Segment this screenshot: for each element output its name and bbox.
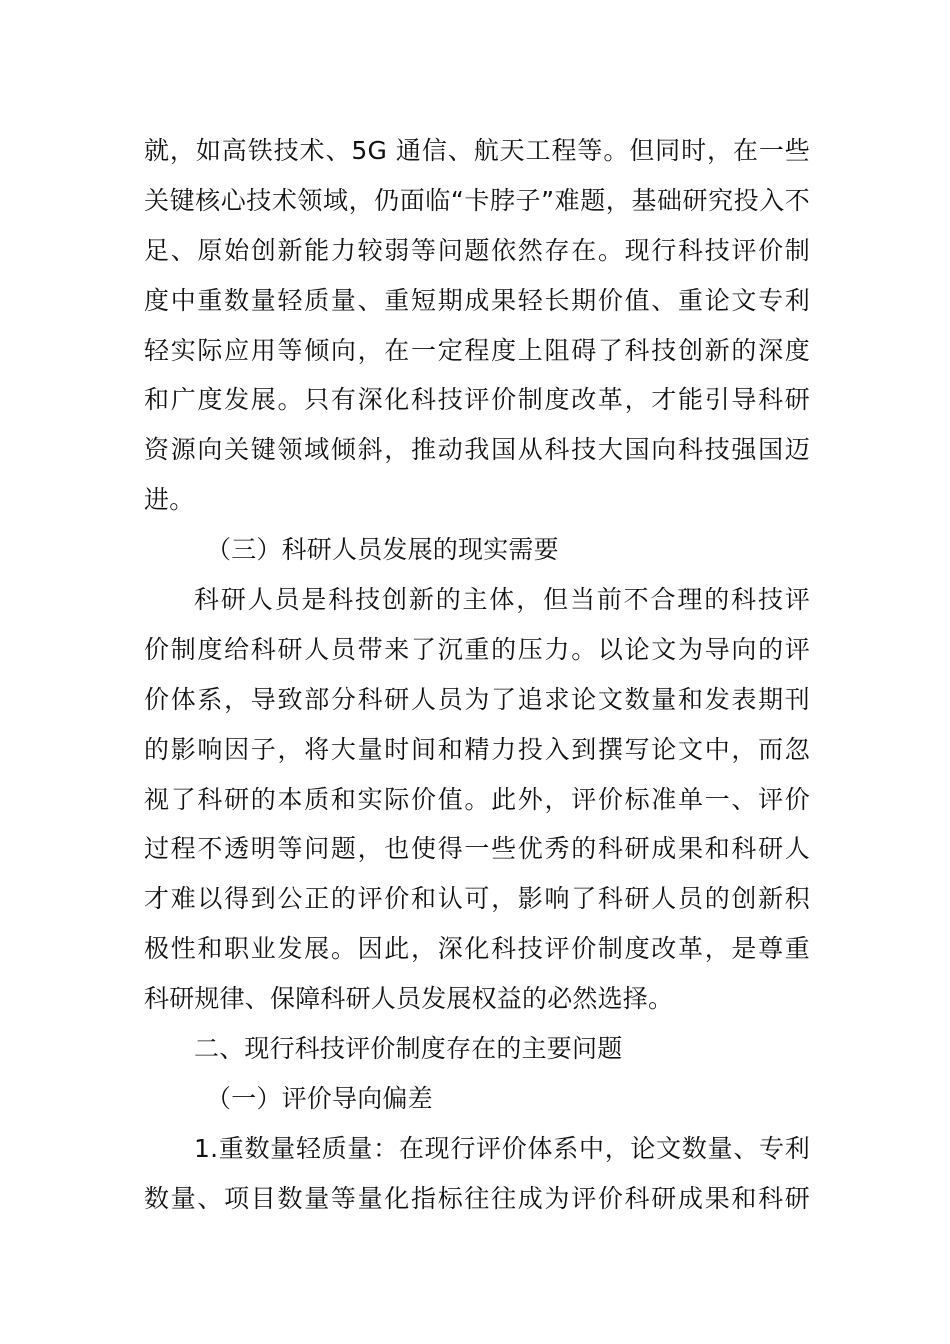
text-line: 进。 xyxy=(144,485,195,515)
text-line: 度中重数量轻质量、重短期成果轻长期价值、重论文专利 xyxy=(144,285,810,315)
text-line: 的影响因子，将大量时间和精力投入到撰写论文中，而忽 xyxy=(144,734,810,764)
text-line: 视了科研的本质和实际价值。此外，评价标准单一、评价 xyxy=(144,784,810,814)
text-line: 才难以得到公正的评价和认可，影响了科研人员的创新积 xyxy=(144,884,810,914)
paragraph-first-line: 科研人员是科技创新的主体，但当前不合理的科技评 xyxy=(194,585,810,615)
text-line: 数量、项目数量等量化指标往往成为评价科研成果和科研 xyxy=(144,1183,810,1213)
subsection-heading: （三）科研人员发展的现实需要 xyxy=(206,535,559,565)
text-line: 价制度给科研人员带来了沉重的压力。以论文为导向的评 xyxy=(144,634,810,664)
section-heading: 二、现行科技评价制度存在的主要问题 xyxy=(194,1034,623,1064)
document-body xyxy=(144,126,810,1224)
subsection-heading: （一）评价导向偏差 xyxy=(206,1083,433,1113)
text-line: 足、原始创新能力较弱等问题依然存在。现行科技评价制 xyxy=(144,235,810,265)
text-line: 价体系，导致部分科研人员为了追求论文数量和发表期刊 xyxy=(144,684,810,714)
paragraph-first-line: 1.重数量轻质量：在现行评价体系中，论文数量、专利 xyxy=(194,1133,810,1163)
text-line: 轻实际应用等倾向，在一定程度上阻碍了科技创新的深度 xyxy=(144,335,810,365)
text-line: 过程不透明等问题，也使得一些优秀的科研成果和科研人 xyxy=(144,834,810,864)
text-line: 和广度发展。只有深化科技评价制度改革，才能引导科研 xyxy=(144,385,810,415)
text-line: 就，如高铁技术、5G 通信、航天工程等。但同时，在一些 xyxy=(144,136,810,165)
text-line: 资源向关键领域倾斜，推动我国从科技大国向科技强国迈 xyxy=(144,435,810,465)
text-line: 科研规律、保障科研人员发展权益的必然选择。 xyxy=(144,984,674,1014)
text-line: 极性和职业发展。因此，深化科技评价制度改革，是尊重 xyxy=(144,934,810,964)
text-line: 关键核心技术领域，仍面临“卡脖子”难题，基础研究投入不 xyxy=(144,185,810,215)
